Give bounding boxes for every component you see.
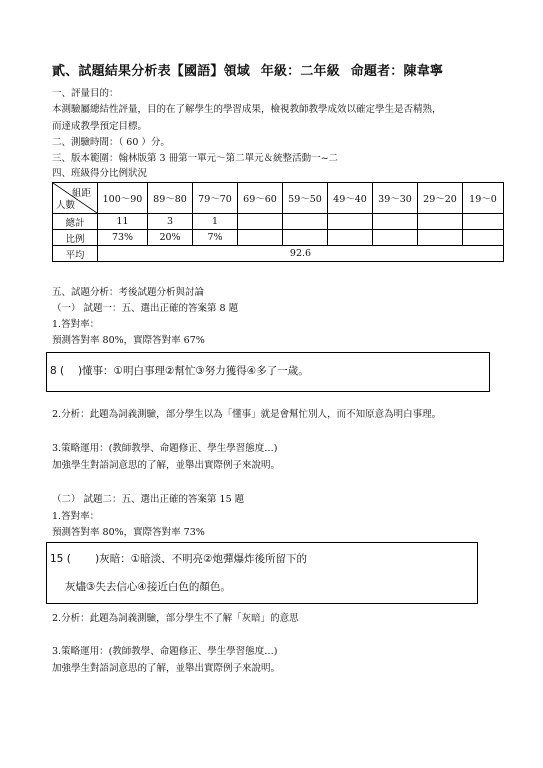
ratio-label: 比例 (53, 230, 98, 246)
total-cell (283, 214, 328, 230)
corner-bottom-label: 人數 (56, 200, 76, 211)
page-title (52, 60, 449, 79)
q2-strategy-detail: 加強學生對語詞意思的了解，並舉出實際例子來說明。 (52, 663, 281, 674)
q1-heading: （一） 試題一：五、選出正確的答案第 8 題 (52, 303, 239, 314)
total-cell: 1 (193, 214, 238, 230)
ratio-cell (463, 230, 504, 246)
average-label: 平均 (53, 246, 98, 262)
q2-analysis: 2.分析：此題為詞義測驗，部分學生不了解「灰暗」的意思 (52, 613, 299, 624)
average-value: 92.6 (98, 246, 504, 262)
sec3-scope: 三、版本範圍：翰林版第 3 冊第一單元～第二單元＆統整活動一~二 (52, 153, 339, 164)
ratio-cell (283, 230, 328, 246)
ratio-cell: 73% (98, 230, 148, 246)
score-distribution-table (52, 182, 504, 262)
total-cell (238, 214, 283, 230)
sec2-test-time: 二、測驗時間：（ 60 ）分。 (52, 137, 170, 148)
range-cell: 79～70 (193, 183, 238, 214)
q1-rate-label: 1.答對率： (52, 319, 100, 330)
sec4-heading: 四、班級得分比例狀況 (52, 168, 148, 179)
ratio-cell: 7% (193, 230, 238, 246)
q2-heading: （二） 試題二：五、選出正確的答案第 15 題 (52, 494, 245, 505)
ratio-cell (373, 230, 418, 246)
range-cell: 100～90 (98, 183, 148, 214)
total-cell (418, 214, 463, 230)
sec1-heading: 一、評量目的： (52, 88, 119, 99)
q2-strategy: 3.策略運用：(教師教學、命題修正、學生學習態度…) (52, 646, 278, 657)
total-cell (373, 214, 418, 230)
corner-top-label: 組距 (71, 188, 91, 199)
total-label: 總計 (53, 214, 98, 230)
range-cell: 69～60 (238, 183, 283, 214)
total-cell (328, 214, 373, 230)
corner-cell (53, 183, 98, 214)
range-cell: 89～80 (148, 183, 193, 214)
total-cell: 3 (148, 214, 193, 230)
sec1-line2: 而達成教學預定目標。 (52, 121, 148, 132)
q2-question-line1: 15 ( )灰暗：①暗淡、不明亮②炮彈爆炸後所留下的 (50, 553, 308, 565)
total-row (53, 214, 504, 230)
sec5-heading: 五、試題分析：考後試題分析與討論 (52, 287, 205, 298)
ratio-cell: 20% (148, 230, 193, 246)
range-cell: 59～50 (283, 183, 328, 214)
range-cell: 19～0 (463, 183, 504, 214)
ratio-row (53, 230, 504, 246)
range-cell: 29～20 (418, 183, 463, 214)
q2-rate-line: 預測答對率 80%，實際答對率 73% (52, 527, 205, 538)
q1-question-text: 8 ( )懂事：①明白事理②幫忙③努力獲得④多了一歲。 (50, 365, 309, 377)
q2-rate-label: 1.答對率： (52, 511, 100, 522)
ratio-cell (328, 230, 373, 246)
ratio-cell (418, 230, 463, 246)
q2-question-box (46, 542, 478, 604)
range-cell: 39～30 (373, 183, 418, 214)
q1-strategy-detail: 加強學生對語詞意思的了解，並舉出實際例子來說明。 (52, 460, 281, 471)
average-row (53, 246, 504, 262)
range-cell: 49～40 (328, 183, 373, 214)
range-row (53, 183, 504, 214)
total-cell (463, 214, 504, 230)
title-grade: 年級：二年級 (260, 64, 340, 79)
total-cell: 11 (98, 214, 148, 230)
ratio-cell (238, 230, 283, 246)
q2-question-line2: 灰燼③失去信心④接近白色的顏色。 (65, 581, 231, 593)
title-author: 命題者：陳韋寧 (350, 64, 444, 79)
sec1-line1: 本測驗屬總結性評量，目的在了解學生的學習成果，檢視教師教學成效以確定學生是否精熟， (52, 104, 442, 115)
q1-question-box (46, 352, 490, 392)
q1-rate-line: 預測答對率 80%，實際答對率 67% (52, 335, 205, 346)
q1-analysis: 2.分析：此題為詞義測驗，部分學生以為「懂事」就是會幫忙別人，而不知原意為明白事理。 (52, 409, 442, 420)
q1-strategy: 3.策略運用：(教師教學、命題修正、學生學習態度…) (52, 443, 278, 454)
title-main: 貳、試題結果分析表【國語】領域 (52, 64, 251, 79)
